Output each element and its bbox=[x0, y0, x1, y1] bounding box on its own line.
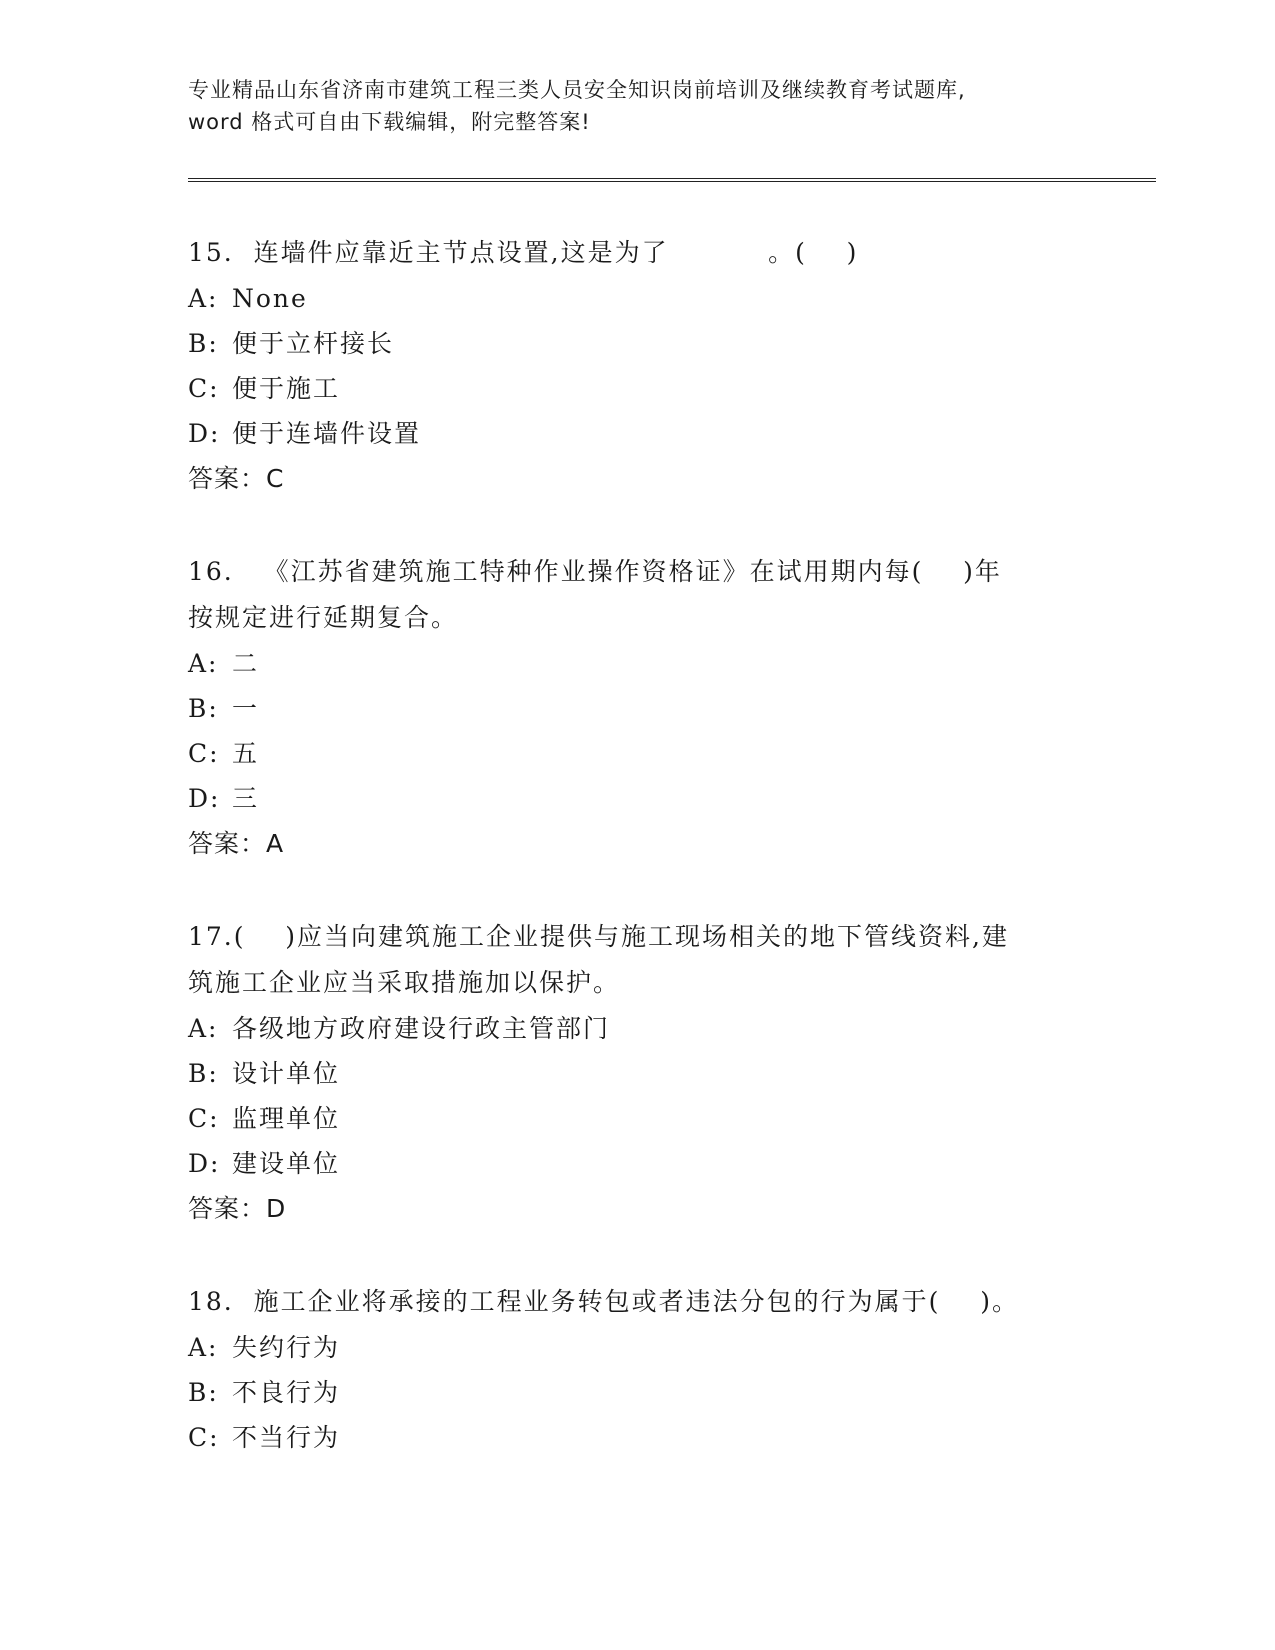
option-text: 失约行为 bbox=[232, 1333, 341, 1362]
option-a bbox=[188, 641, 1088, 686]
option-letter: B: bbox=[188, 694, 219, 723]
option-a bbox=[188, 1006, 1088, 1051]
option-a bbox=[188, 1325, 1088, 1370]
option-letter: C: bbox=[188, 1423, 220, 1452]
question-stem: 18. 施工企业将承接的工程业务转包或者违法分包的行为属于( )。 bbox=[188, 1287, 1019, 1316]
option-text: 不良行为 bbox=[232, 1378, 341, 1407]
option-letter: D: bbox=[188, 419, 221, 448]
option-b bbox=[188, 686, 1088, 731]
header-title-line1: 专业精品山东省济南市建筑工程三类人员安全知识岗前培训及继续教育考试题库, bbox=[188, 78, 966, 102]
option-text: 便于施工 bbox=[232, 374, 341, 403]
option-d bbox=[188, 1141, 1088, 1186]
option-c bbox=[188, 366, 1088, 411]
option-letter: D: bbox=[188, 784, 221, 813]
option-text: 设计单位 bbox=[232, 1059, 341, 1088]
option-c bbox=[188, 731, 1088, 776]
answer-line: 答案：D bbox=[188, 1194, 287, 1223]
option-b bbox=[188, 321, 1088, 366]
option-b bbox=[188, 1370, 1088, 1415]
question-stem: 17.( )应当向建筑施工企业提供与施工现场相关的地下管线资料,建 筑施工企业应当采取措施加以保护。 bbox=[188, 922, 1010, 997]
document-header bbox=[188, 74, 1088, 138]
question-stem: 16. 《江苏省建筑施工特种作业操作资格证》在试用期内每( )年 按规定进行延期复合。 bbox=[188, 557, 1002, 632]
option-letter: B: bbox=[188, 1378, 219, 1407]
option-text: 监理单位 bbox=[232, 1104, 341, 1133]
question-16 bbox=[188, 549, 1088, 867]
option-letter: A: bbox=[188, 649, 219, 678]
option-text: None bbox=[232, 284, 308, 313]
option-text: 三 bbox=[232, 784, 260, 813]
option-letter: C: bbox=[188, 374, 220, 403]
option-text: 五 bbox=[232, 739, 260, 768]
answer-line: 答案：A bbox=[188, 829, 285, 858]
header-divider bbox=[188, 178, 1156, 182]
question-stem: 15. 连墙件应靠近主节点设置,这是为了 。( ) bbox=[188, 238, 859, 267]
option-d bbox=[188, 411, 1088, 456]
option-letter: C: bbox=[188, 1104, 220, 1133]
option-letter: A: bbox=[188, 1333, 219, 1362]
option-text: 建设单位 bbox=[232, 1149, 341, 1178]
option-text: 二 bbox=[232, 649, 260, 678]
option-letter: B: bbox=[188, 1059, 219, 1088]
option-d bbox=[188, 776, 1088, 821]
option-b bbox=[188, 1051, 1088, 1096]
option-letter: D: bbox=[188, 1149, 221, 1178]
option-letter: C: bbox=[188, 739, 220, 768]
question-18 bbox=[188, 1279, 1088, 1460]
option-c bbox=[188, 1415, 1088, 1460]
option-letter: A: bbox=[188, 284, 219, 313]
option-text: 便于立杆接长 bbox=[232, 329, 395, 358]
option-letter: A: bbox=[188, 1014, 219, 1043]
option-text: 便于连墙件设置 bbox=[232, 419, 422, 448]
question-17 bbox=[188, 914, 1088, 1232]
answer-line: 答案：C bbox=[188, 464, 285, 493]
option-a bbox=[188, 276, 1088, 321]
header-title-line2: word 格式可自由下载编辑，附完整答案! bbox=[188, 110, 591, 134]
question-15 bbox=[188, 230, 1088, 502]
option-c bbox=[188, 1096, 1088, 1141]
option-letter: B: bbox=[188, 329, 219, 358]
question-list bbox=[188, 230, 1088, 1507]
option-text: 不当行为 bbox=[232, 1423, 341, 1452]
option-text: 各级地方政府建设行政主管部门 bbox=[232, 1014, 611, 1043]
option-text: 一 bbox=[232, 694, 260, 723]
